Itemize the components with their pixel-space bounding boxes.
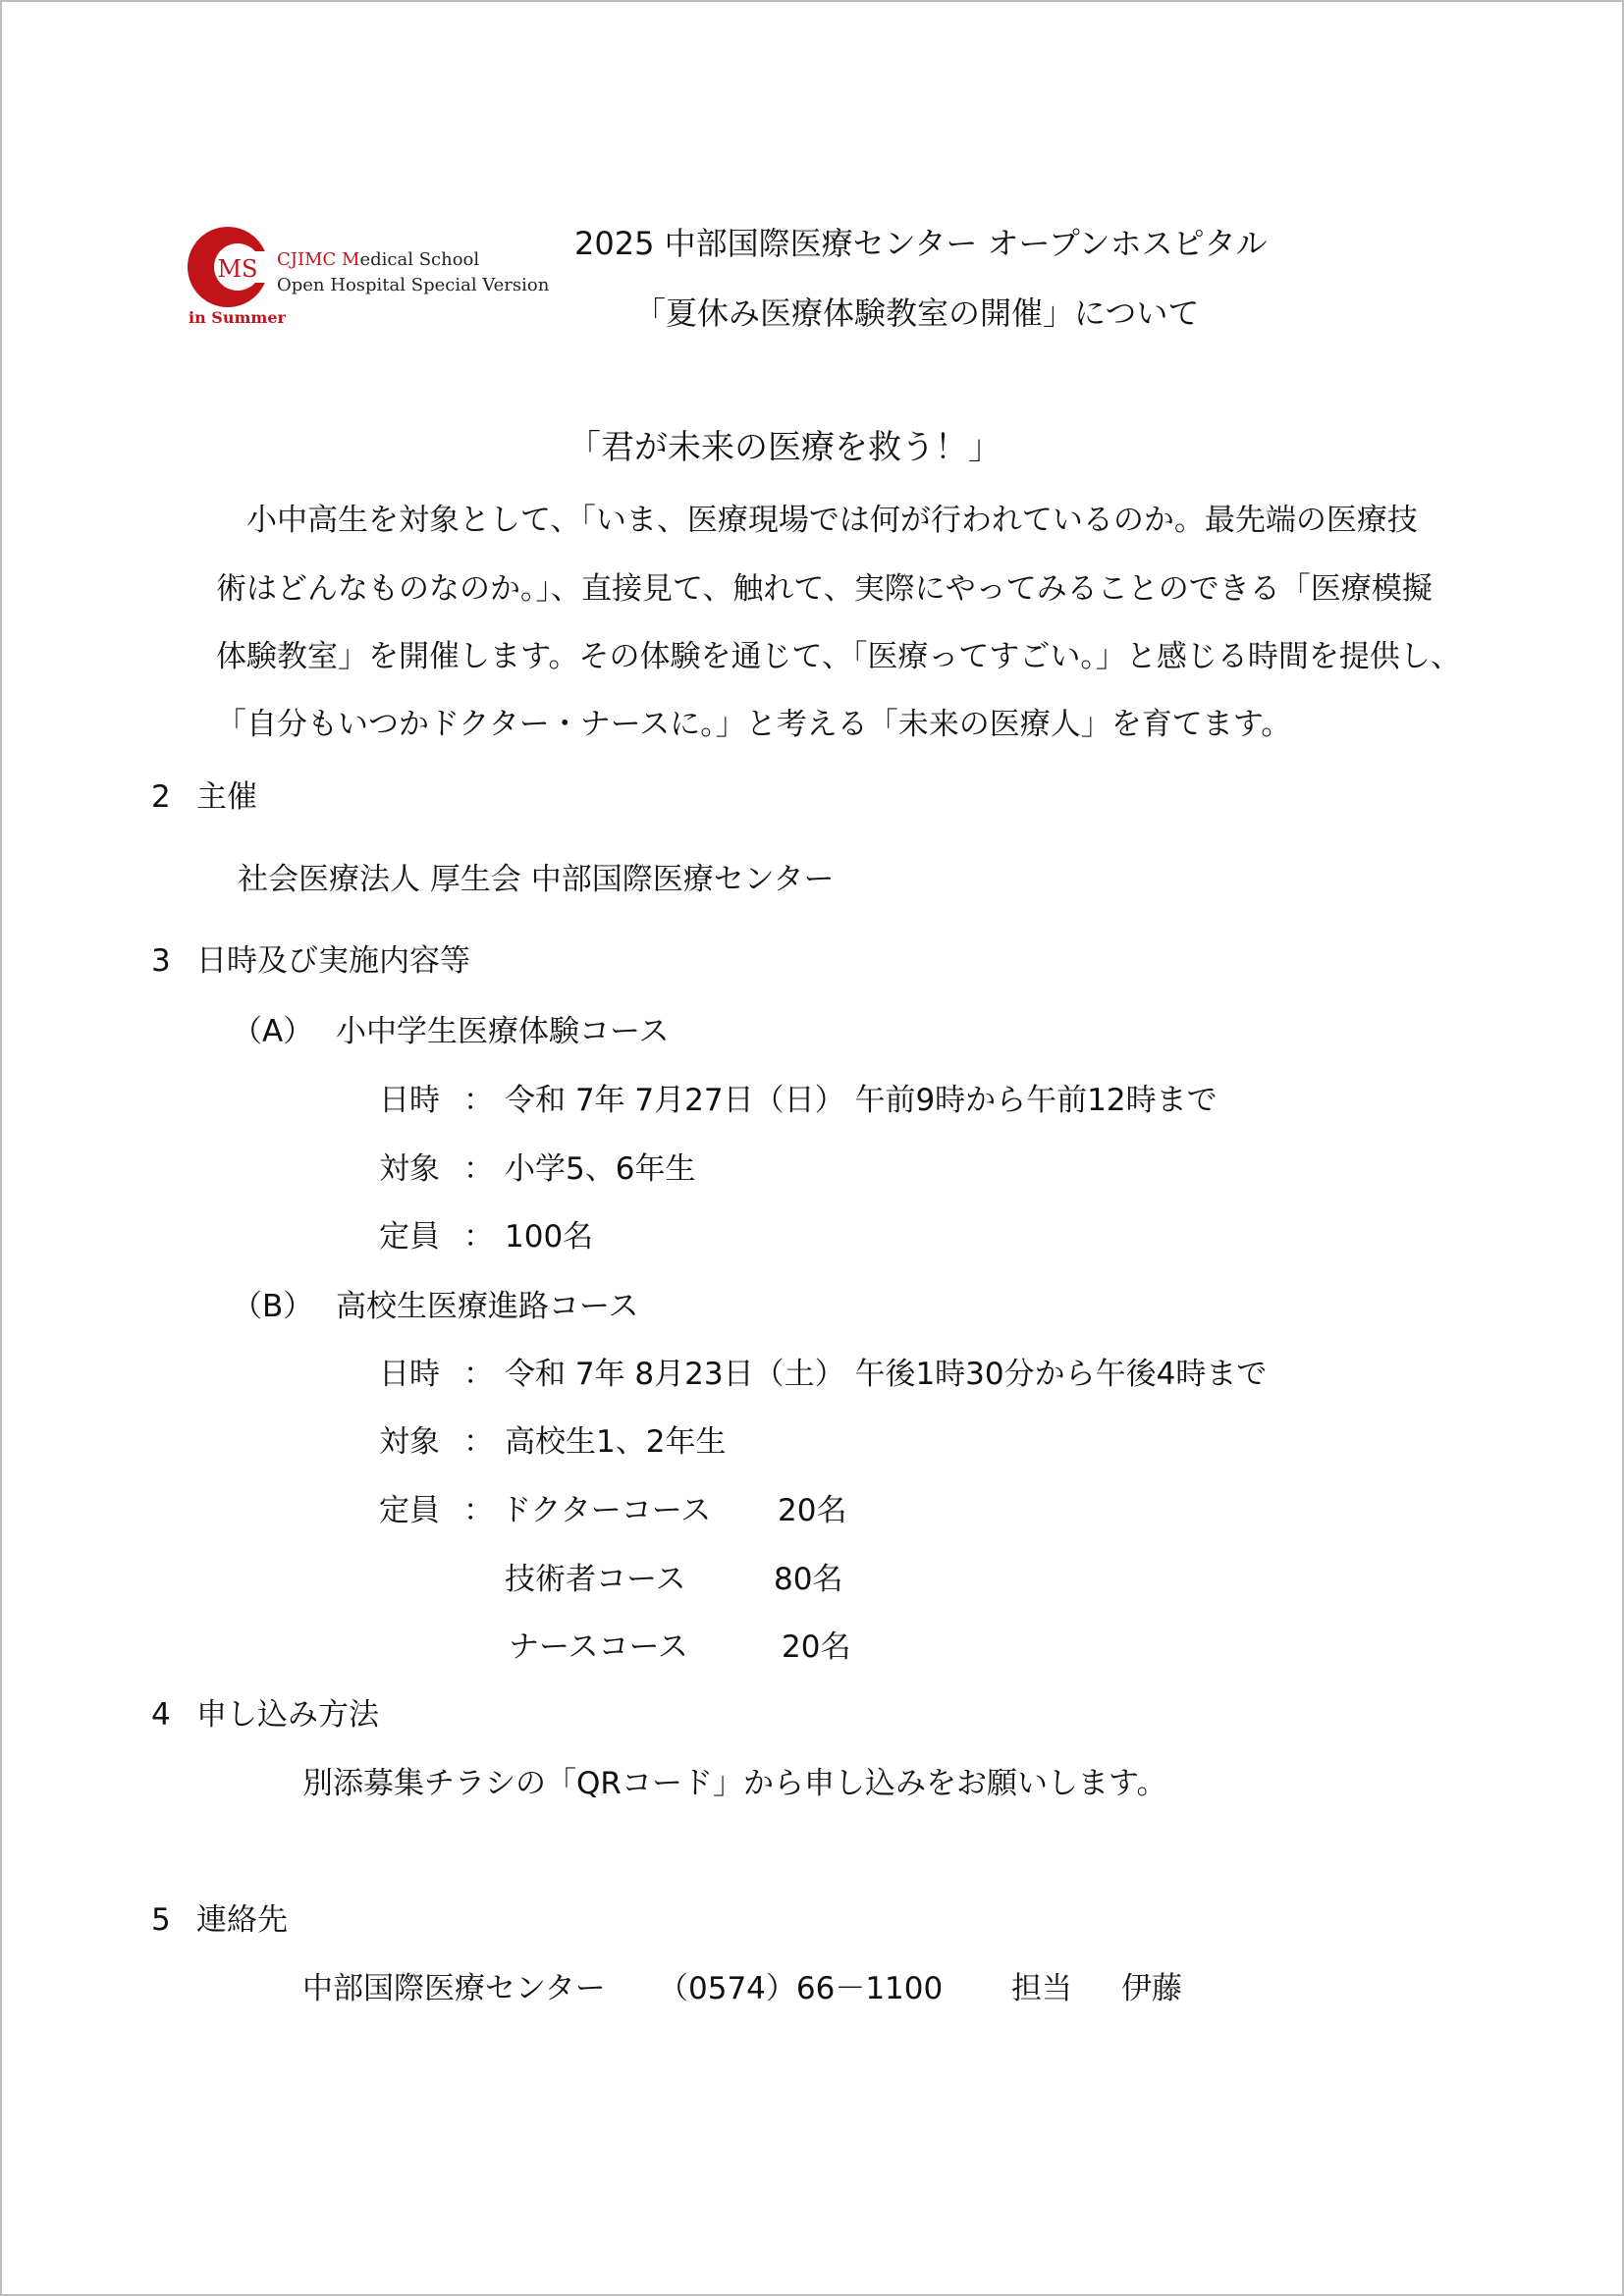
course-b-target-label: 対象 xyxy=(379,1424,440,1460)
intro-line-3: 体験教室」を開催します。その体験を通じて、「医療ってすごい。」と感じる時間を提供し、 xyxy=(216,639,1461,674)
colon: ： xyxy=(463,1219,494,1255)
section-number: 4 xyxy=(151,1697,171,1733)
application-method: 別添募集チラシの「QRコード」から申し込みをお願いします。 xyxy=(302,1766,1167,1801)
course-a-date-label: 日時 xyxy=(379,1083,440,1118)
section4-heading xyxy=(151,1695,379,1735)
section-title: 日時及び実施内容等 xyxy=(196,943,470,979)
section-title: 申し込み方法 xyxy=(196,1697,379,1733)
course-b-label: （B） xyxy=(232,1289,314,1324)
logo-mark-text: MS xyxy=(217,255,258,283)
page-title: 2025 中部国際医療センター オープンホスピタル xyxy=(574,225,1268,262)
organizer-name: 社会医療法人 厚生会 中部国際医療センター xyxy=(238,862,835,897)
logo-subtitle: in Summer xyxy=(189,308,286,327)
course-a-target-label: 対象 xyxy=(379,1151,440,1187)
section-number: 2 xyxy=(151,779,171,815)
logo-c-mark-icon xyxy=(187,222,275,310)
contact-phone: （0574）66－1100 xyxy=(658,1971,944,2006)
intro-line-1: 小中高生を対象として、「いま、医療現場では何が行われているのか。最先端の医療技 xyxy=(216,503,1418,538)
section-number: 5 xyxy=(151,1902,171,1938)
course-a-date-value: 令和 7年 7月27日（日） 午前9時から午前12時まで xyxy=(505,1083,1218,1118)
course-a-capacity-label: 定員 xyxy=(379,1219,440,1255)
section-title: 連絡先 xyxy=(196,1902,288,1938)
contact-name: 伊藤 xyxy=(1121,1971,1182,2006)
capacity-count: 20名 xyxy=(778,1493,847,1528)
course-a-capacity-value: 100名 xyxy=(505,1219,594,1255)
course-a-name: 小中学生医療体験コース xyxy=(336,1014,670,1049)
cms-logo xyxy=(187,222,550,338)
slogan: 「君が未来の医療を救う！」 xyxy=(568,428,1001,467)
capacity-count: 80名 xyxy=(774,1562,843,1597)
course-a-target-value: 小学5、6年生 xyxy=(505,1151,696,1187)
course-b-capacity-label: 定員 xyxy=(379,1493,440,1528)
course-b-date-label: 日時 xyxy=(379,1357,440,1392)
section-title: 主催 xyxy=(196,779,257,815)
logo-line2: Open Hospital Special Version xyxy=(277,275,550,295)
capacity-course-name: 技術者コース xyxy=(505,1562,686,1597)
course-b-target-value: 高校生1、2年生 xyxy=(505,1424,727,1460)
section3-heading xyxy=(151,941,470,981)
colon: ： xyxy=(463,1151,494,1187)
course-b-name: 高校生医療進路コース xyxy=(336,1289,639,1324)
section2-heading xyxy=(151,777,257,817)
logo-line1: CJIMC Medical School xyxy=(277,249,480,270)
intro-line-4: 「自分もいつかドクター・ナースに。」と考える「未来の医療人」を育てます。 xyxy=(216,707,1292,742)
contact-org: 中部国際医療センター xyxy=(302,1971,606,2006)
course-a-label: （A） xyxy=(232,1014,314,1049)
capacity-count: 20名 xyxy=(782,1629,851,1665)
course-b-date-value: 令和 7年 8月23日（土） 午後1時30分から午後4時まで xyxy=(505,1357,1268,1392)
colon: ： xyxy=(463,1083,494,1118)
section5-heading xyxy=(151,1900,288,1940)
colon: ： xyxy=(463,1357,494,1392)
contact-label: 担当 xyxy=(1011,1971,1072,2006)
colon: ： xyxy=(463,1424,494,1460)
section-number: 3 xyxy=(151,943,171,979)
colon: ： xyxy=(463,1493,494,1528)
page-subtitle: 「夏休み医療体験教室の開催」について xyxy=(634,294,1200,332)
intro-line-2: 術はどんなものなのか。」、直接見て、触れて、実際にやってみることのできる「医療模擬 xyxy=(216,571,1433,607)
capacity-course-name: ナースコース xyxy=(509,1629,688,1665)
capacity-course-name: ドクターコース xyxy=(501,1493,712,1528)
